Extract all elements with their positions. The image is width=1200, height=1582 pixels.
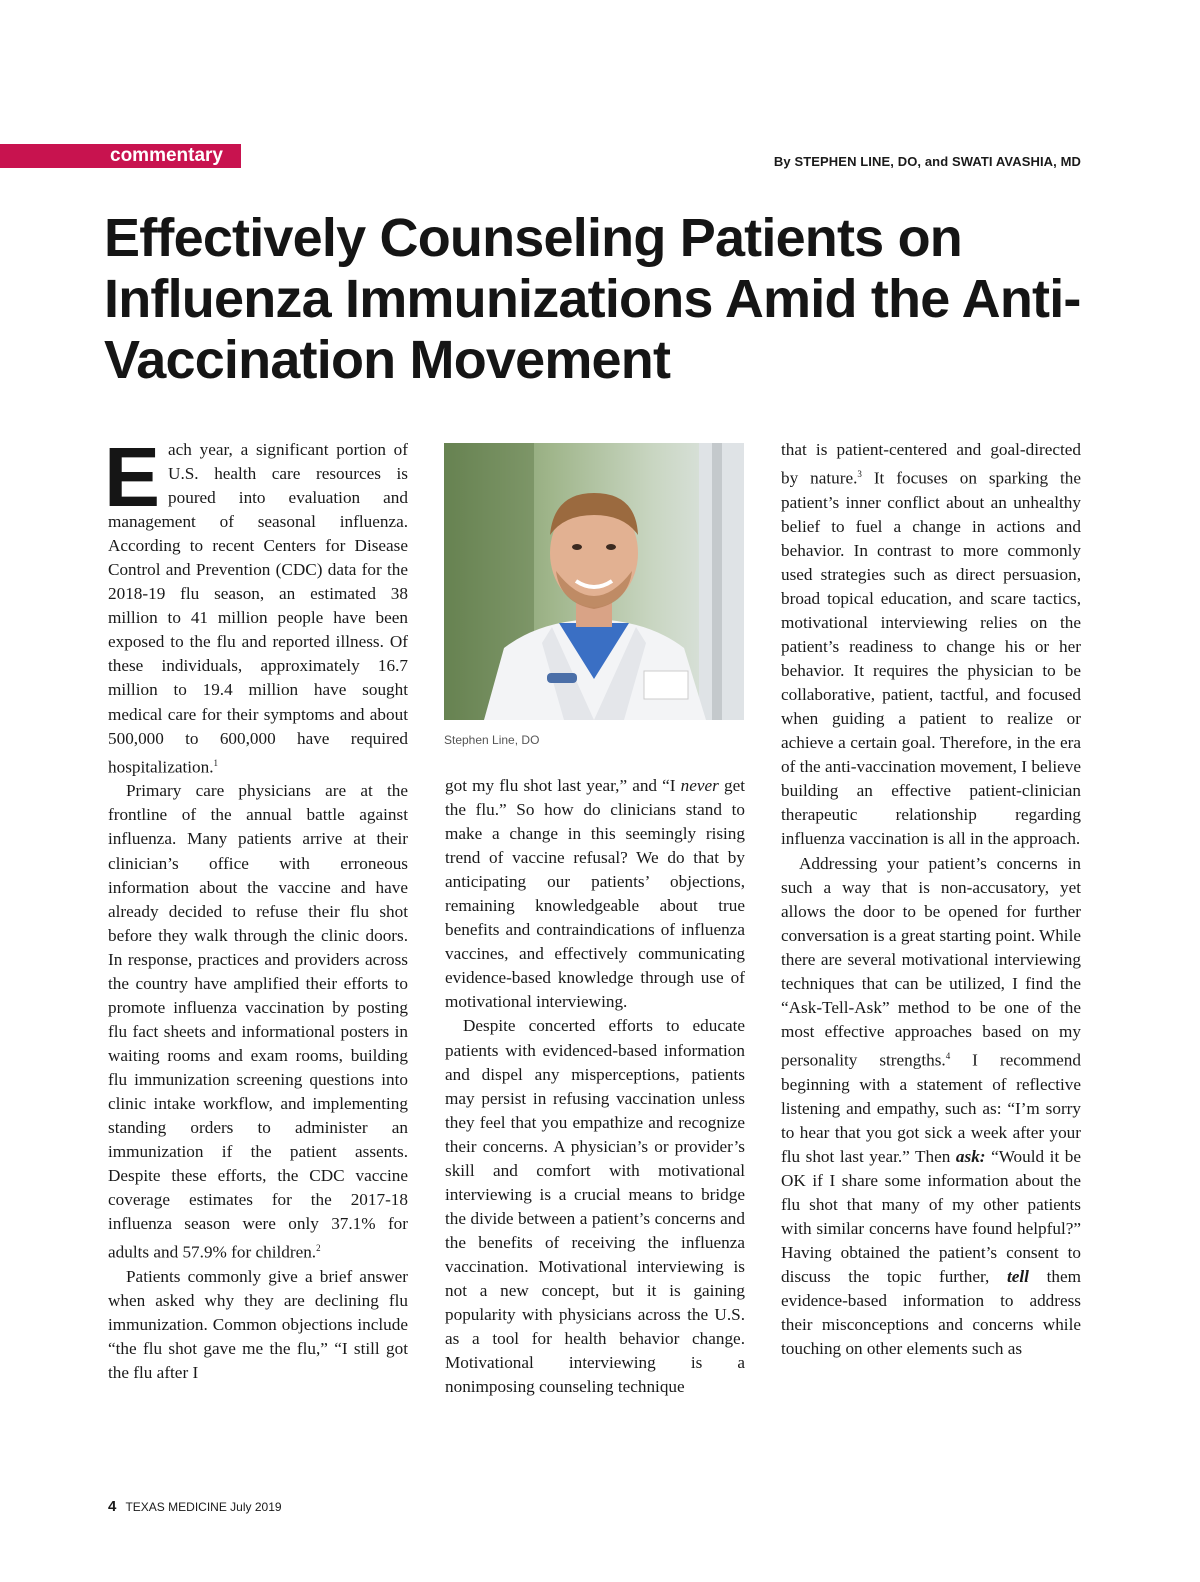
paragraph: Patients commonly give a brief answer when asked why they are declining flu immunization. Common objections include “the flu shot gave me the flu,” “I still got the flu after I [108,1267,408,1383]
footnote-ref: 2 [316,1243,321,1254]
paragraph: got my flu shot last year,” and “I never get the flu.” So how do clinicians stand to make a change in this seemingly rising trend of vaccine refusal? We do that by anticipating our patients’ objections, remaining knowledgeable about true benefits and contraindications of influenza vaccines, and effectively communicating evidence-based knowledge through use of motivational interviewing. [445,776,745,1012]
author-photo [444,443,744,720]
issue-date: July 2019 [230,1500,282,1514]
paragraph: Despite concerted efforts to educate patients with evidenced-based information and dispel any misperceptions, patients may persist in refusing vaccination unless they feel that you empathize and recognize their concerns. A physician’s or provider’s skill and comfort with motivational interviewing is a crucial means to bridge the divide between a patient’s concerns and the benefits of receiving the influenza vaccination. Motivational interviewing is not a new concept, but it is gaining popularity with physicians across the U.S. as a tool for health behavior change. Motivational interviewing is a nonimposing counseling technique [445,1016,745,1397]
publication-name: TEXAS MEDICINE [125,1500,227,1514]
footnote-ref: 1 [213,757,218,768]
paragraph: Addressing your patient’s concerns in such a way that is non-accusatory, yet allows the door to be opened for further conversation is a great starting point. While there are several motivational interviewing techniques that can be utilized, I find the “Ask-Tell-Ask” method to be one of the most effective approaches based on my personality strengths.$^4$ I recommend beginning with a statement of reflective listening and empathy, such as: “I’m sorry to hear that you got sick a week after your flu shot last year.” Then ask: “Would it be OK if I share some information about the flu shot that many of my other patients with similar concerns have found helpful?” Having obtained the patient’s consent to discuss the topic further, tell them evidence-based information to address their misconceptions and concerns while touching on other elements such as [781,853,1081,1359]
portrait-image [444,443,744,720]
footnote-ref: 4 [945,1050,951,1061]
emphasis-tell: tell [1007,1267,1029,1287]
byline: By STEPHEN LINE, DO, and SWATI AVASHIA, MD [773,154,1081,169]
paragraph: Each year, a significant portion of U.S. health care resources is poured into evaluation and management of seasonal influenza. According to recent Centers for Disease Control and Prevention (CDC) data for the 2018-19 flu season, an estimated 38 million to 41 million people have been exposed to the flu and reported illness. Of these individuals, approximately 16.7 million to 19.4 million have sought medical care for their symptoms and about 500,000 to 600,000 have required hospitalization.$^1$ [104,430,408,777]
article-column-2 [445,774,745,1399]
photo-caption: Stephen Line, DO [444,733,540,747]
page-footer [108,1498,282,1515]
paragraph: that is patient-centered and goal-directed by nature.$^3$ It focuses on sparking the patient’s inner conflict about an unhealthy belief to fuel a change in actions and behavior. In contrast to more commonly used strategies such as direct persuasion, broad topical education, and scare tactics, motivational interviewing relies on the patient’s readiness to change his or her behavior. It requires the physician to be collaborative, patient, tactful, and focused when guiding a patient to realize or achieve a certain goal. Therefore, in the era of the anti-vaccination movement, I believe building an effective patient-clinician therapeutic relationship regarding influenza vaccination is all in the approach. [781,440,1081,849]
drop-cap: E [104,430,161,524]
paragraph: Primary care physicians are at the frontline of the annual battle against influenza. Many patients arrive at their clinician’s office with erroneous information about the vaccine and have already decided to refuse their flu shot before they walk through the clinic doors. In response, practices and providers across the country have amplified their efforts to promote influenza vaccination by posting flu fact sheets and informational posters in waiting rooms and exam rooms, building flu immunization screening questions into clinic intake workflow, and implementing standing orders to administer an immunization if the patient assents. Despite these efforts, the CDC vaccine coverage estimates for the 2017-18 influenza season were only 37.1% for adults and 57.9% for children.$^2$ [108,781,408,1263]
page-number: 4 [108,1498,117,1515]
article-column-3 [781,438,1081,1361]
section-tag: commentary [0,144,241,168]
article-headline: Effectively Counseling Patients on Influenza Immunizations Amid the Anti-Vaccination Movement [104,208,1081,390]
footnote-ref: 3 [857,469,862,480]
emphasis-ask: ask: [955,1146,986,1166]
article-column-1 [104,430,408,1385]
